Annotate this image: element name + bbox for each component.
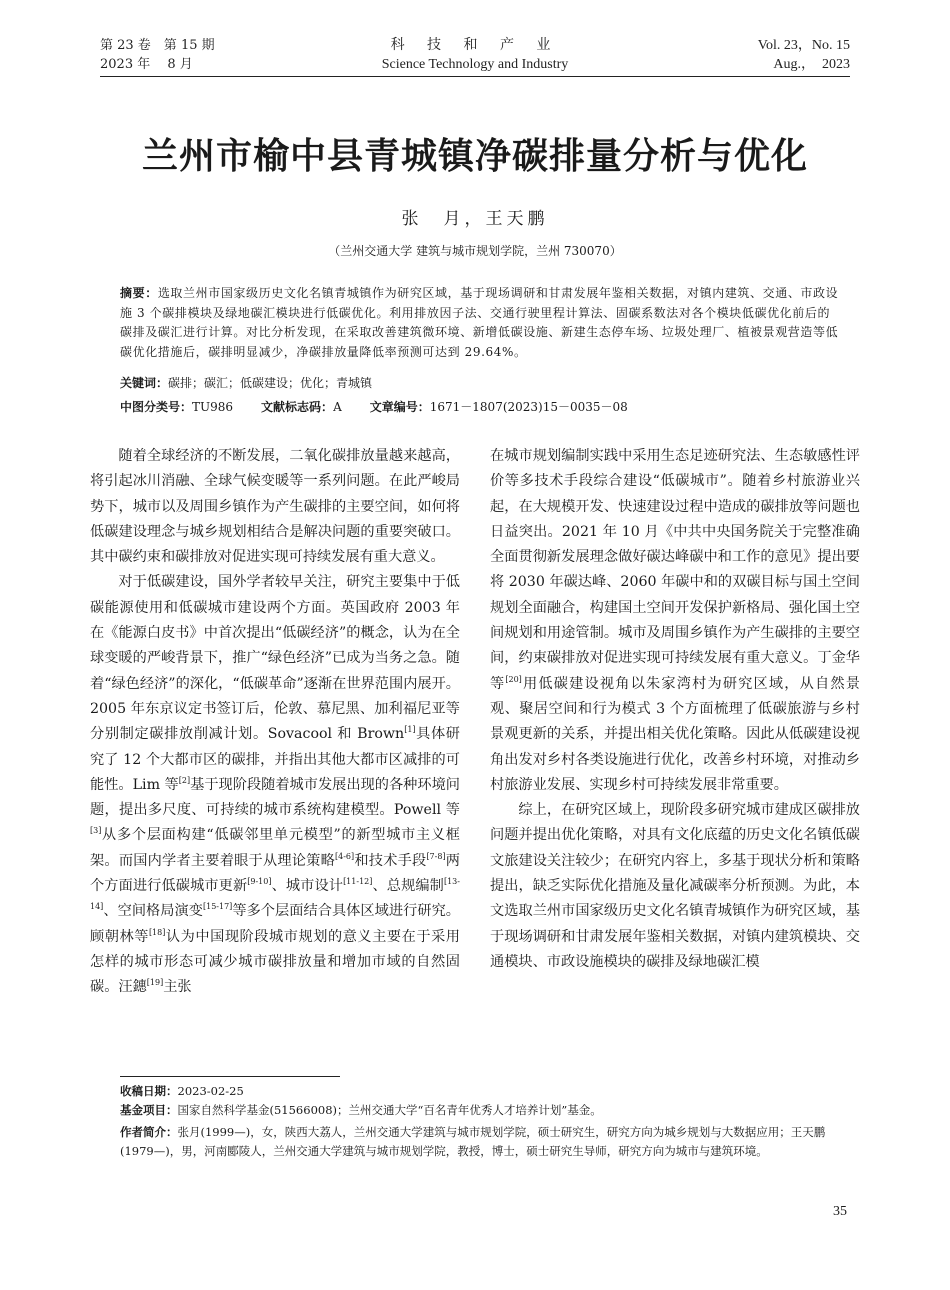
header-divider: [100, 76, 850, 77]
affiliation: （兰州交通大学 建筑与城市规划学院，兰州 730070）: [328, 244, 622, 258]
received-date: [120, 1082, 855, 1101]
doc-code-value: A: [333, 400, 342, 414]
paper-title: 兰州市榆中县青城镇净碳排量分析与优化: [141, 136, 808, 177]
article-number-value: 1671－1807(2023)15－0035－08: [429, 400, 628, 414]
body-column-left: [90, 444, 460, 1001]
paragraph: 随着全球经济的不断发展，二氧化碳排放量越来越高，将引起冰川消融、全球气候变暖等一系列问题。在此严峻局势下，城市以及周围乡镇作为产生碳排的主要空间，如何将低碳建设理念与城乡规划相结合是解决问题的重要突破口。其中碳约束和碳排放对促进实现可持续发展有重大意义。: [90, 448, 460, 566]
citation: [20]: [505, 674, 522, 684]
fund-value: 国家自然科学基金(51566008)；兰州交通大学“百名青年优秀人才培养计划”基金。: [177, 1103, 602, 1117]
fund-project: [120, 1101, 855, 1120]
fund-label: 基金项目：: [120, 1103, 178, 1117]
received-label: 收稿日期：: [120, 1084, 178, 1098]
citation: [7-8]: [426, 851, 446, 861]
journal-name: [300, 36, 650, 74]
paragraph: 在城市规划编制实践中采用生态足迹研究法、生态敏感性评价等多技术手段综合建设“低碳城市”。随着乡村旅游业兴起，在大规模开发、快速建设过程中造成的碳排放等问题也日益突出。2021 年 10 月《中共中央国务院关于完整准确全面贯彻新发展理念做好碳达峰碳中和工作的意见》提出要将 2030 年碳达峰、2060 年碳中和的双碳目标与国土空间规划全面融合，构建国土空间开发保护新格局、强化国土空间规划和用途管制。城市及周围乡镇作为产生碳排的主要空间，约束碳排放对促进实现可持续发展有重大意义。丁金华等[20]用低碳建设视角以朱家湾村为研究区域，从自然景观、聚居空间和行为模式 3 个方面梳理了低碳旅游与乡村景观更新的关系，并提出相关优化策略。因此从低碳建设视角出发对乡村各类设施进行优化，改善乡村环境，对推动乡村旅游业发展、实现乡村可持续发展非常重要。: [490, 448, 860, 793]
doc-code-label: 文献标志码：: [261, 400, 334, 414]
journal-volume-issue-en: [758, 36, 850, 74]
article-number-label: 文章编号：: [369, 400, 430, 414]
abstract-text: 选取兰州市国家级历史文化名镇青城镇作为研究区域，基于现场调研和甘肃发展年鉴相关数据，对镇内建筑、交通、市政设施 3 个碳排模块及绿地碳汇模块进行低碳优化。利用排放因子法、交通行驶里程计算法、固碳系数法对各个模块低碳优化前后的碳排及碳汇进行计算。对比分析发现，在采取改善建筑微环境、新增低碳设施、新建生态停车场、垃圾处理厂、植被景观营造等低碳优化措施后，碳排明显减少，净碳排放量降低率预测可达到 29.64%。: [120, 286, 839, 359]
keywords: [120, 374, 840, 391]
keywords-label: 关键词：: [120, 376, 169, 390]
abstract-label: 摘要：: [120, 286, 158, 300]
author-bio-label: 作者简介：: [120, 1125, 178, 1139]
abstract: [120, 284, 840, 362]
clc-value: TU986: [192, 400, 234, 414]
volume-issue-en: Vol. 23，No. 15: [757, 38, 850, 53]
received-value: 2023-02-25: [177, 1084, 244, 1098]
citation: [1]: [404, 725, 416, 735]
citation: [11-12]: [343, 877, 373, 887]
citation: [9-10]: [247, 877, 272, 887]
citation: [3]: [90, 826, 102, 836]
paragraph: 综上，在研究区域上，现阶段多研究城市建成区碳排放问题并提出优化策略，对具有文化底蕴的历史文化名镇低碳文旅建设关注较少；在研究内容上，多基于现状分析和策略提出，缺乏实际优化措施及量化减碳率分析预测。为此，本文选取兰州市国家级历史文化名镇青城镇作为研究区域，基于现场调研和甘肃发展年鉴相关数据，对镇内建筑模块、交通模块、市政设施模块的碳排及绿地碳汇模: [490, 802, 860, 970]
body-column-right: [490, 444, 860, 975]
author-bio: [120, 1123, 855, 1161]
keywords-text: 碳排；碳汇；低碳建设；优化；青城镇: [168, 376, 373, 390]
volume-issue: 第 23 卷 第 15 期: [100, 38, 215, 53]
issue-date: 2023 年 8 月: [100, 57, 193, 72]
page-number: 35: [833, 1204, 847, 1219]
citation: [13-14]: [90, 877, 460, 912]
citation: [4-6]: [335, 851, 355, 861]
author-list: 张 月，王天鹏: [401, 209, 549, 229]
journal-name-cn: 科 技 和 产 业: [390, 37, 560, 53]
journal-volume-issue: [100, 36, 215, 74]
clc-label: 中图分类号：: [120, 400, 193, 414]
footnote-divider: [120, 1076, 340, 1077]
author-bio-value: 张月(1999—)，女，陕西大荔人，兰州交通大学建筑与城市规划学院，硕士研究生，研究方向为城乡规划与大数据应用；王天鹏(1979—)，男，河南郾陵人，兰州交通大学建筑与城市规划学院，教授，博士，硕士研究生导师，研究方向为城市与建筑环境。: [120, 1125, 826, 1158]
journal-name-en: Science Technology and Industry: [381, 57, 569, 72]
issue-date-en: Aug.， 2023: [773, 57, 850, 72]
citation: [15-17]: [202, 902, 233, 912]
citation: [19]: [146, 978, 164, 988]
classification-line: [120, 398, 840, 415]
citation: [18]: [148, 927, 166, 937]
paragraph: 对于低碳建设，国外学者较早关注，研究主要集中于低碳能源使用和低碳城市建设两个方面。英国政府 2003 年在《能源白皮书》中首次提出“低碳经济”的概念，认为在全球变暖的严峻背景下，推广“绿色经济”已成为当务之急。随着“绿色经济”的深化，“低碳革命”逐渐在世界范围内展开。2005 年东京议定书签订后，伦敦、慕尼黑、加利福尼亚等分别制定碳排放削减计划。Sovacool 和 Brown[1]具体研究了 12 个大都市区的碳排，并指出其他大都市区减排的可能性。Lim 等[2]基于现阶段随着城市发展出现的各种环境问题，提出多尺度、可持续的城市系统构建模型。Powell 等[3]从多个层面构建“低碳邻里单元模型”的新型城市主义框架。而国内学者主要着眼于从理论策略[4-6]和技术手段[7-8]两个方面进行低碳城市更新[9-10]、城市设计[11-12]、总规编制[13-14]、空间格局演变[15-17]等多个层面结合具体区域进行研究。顾朝林等[18]认为中国现阶段城市规划的意义主要在于采用怎样的城市形态可减少城市碳排放量和增加市域的自然固碳。汪鏸[19]主张: [90, 574, 460, 996]
citation: [2]: [178, 775, 191, 785]
